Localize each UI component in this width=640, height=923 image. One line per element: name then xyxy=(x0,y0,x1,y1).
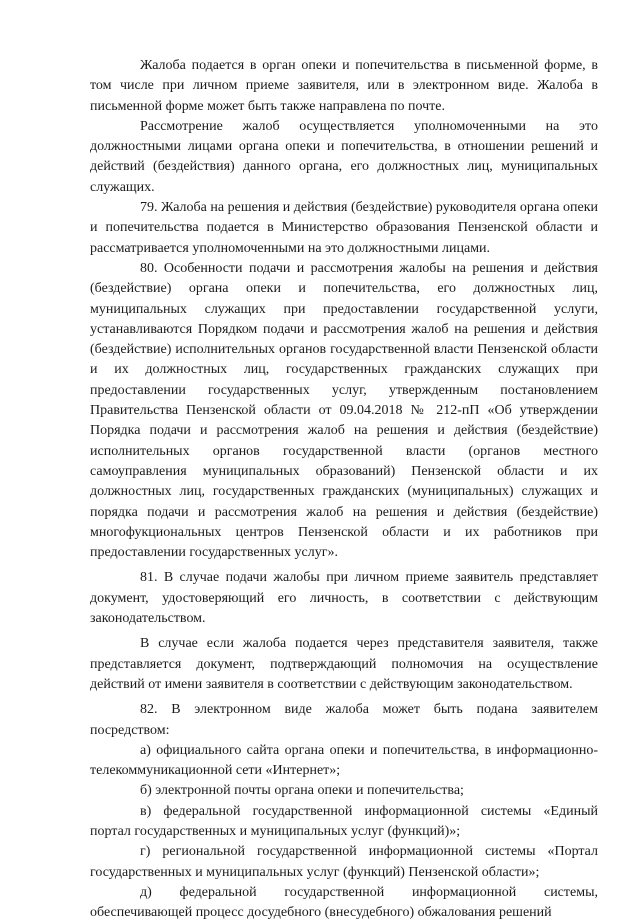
list-item-g: г) региональной государственной информационной системы «Портал государственных и муниципальных услуг (функций) Пензенской области»; xyxy=(90,844,598,880)
paragraph-representative: В случае если жалоба подается через представителя заявителя, также представляется документ, подтверждающий полномочия на осуществление действий от имени заявителя в соответствии с действующим законодательством. xyxy=(90,636,598,692)
list-item-a: а) официального сайта органа опеки и попечительства, в информационно-телекоммуникационной сети «Интернет»; xyxy=(90,742,598,779)
paragraph-complaint-review: Рассмотрение жалоб осуществляется уполномоченными на это должностными лицами органа опеки и попечительства, в отношении решений и действий (бездействия) данного органа, его должностных лиц, муниципальных служащих. xyxy=(90,118,598,195)
list-item-v: в) федеральной государственной информационной системы «Единый портал государственных и муниципальных услуг (функций)»; xyxy=(90,803,598,839)
paragraph-82: 82. В электронном виде жалоба может быть подана заявителем посредством: xyxy=(90,702,598,738)
paragraph-80: 80. Особенности подачи и рассмотрения жалобы на решения и действия (бездействие) органа опеки и попечительства, его должностных лиц, муниципальных служащих при предоставлении государственной услуги, устанавливаются Порядком подачи и рассмотрения жалоб на решения и действия (бездействие) исполнительных органов государственной власти Пензенской области и их должностных лиц, государственных гражданских служащих при предоставлении государственных услуг, утвержденным постановлением Правительства Пензенской области от 09.04.2018 № 212-пП «Об утверждении Порядка подачи и рассмотрения жалоб на решения и действия (бездействие) исполнительных органов государственной власти (органов местного самоуправления муниципальных образований) Пензенской области и их должностных лиц, государственных гражданских (муниципальных) служащих и порядка подачи и рассмотрения жалоб на решения и действия (бездействие) многофукциональных центров Пензенской области и их работников при предоставлении государственных услуг». xyxy=(90,260,598,561)
list-item-b: б) электронной почты органа опеки и попечительства; xyxy=(140,783,464,799)
document-page xyxy=(90,56,598,923)
paragraph-complaint-form: Жалоба подается в орган опеки и попечительства в письменной форме, в том числе при личном приеме заявителя, или в электронном виде. Жалоба в письменной форме может быть также направлена по почте. xyxy=(90,58,598,114)
paragraph-81: 81. В случае подачи жалобы при личном приеме заявитель представляет документ, удостоверяющий его личность, в соответствии с действующим законодательством. xyxy=(90,570,598,627)
list-item-d: д) федеральной государственной информационной системы, обеспечивающей процесс досудебного (внесудебного) обжалования решений xyxy=(90,884,598,921)
paragraph-79: 79. Жалоба на решения и действия (бездействие) руководителя органа опеки и попечительства подается в Министерство образования Пензенской области и рассматривается уполномоченными на это должностными лицами. xyxy=(90,200,598,256)
